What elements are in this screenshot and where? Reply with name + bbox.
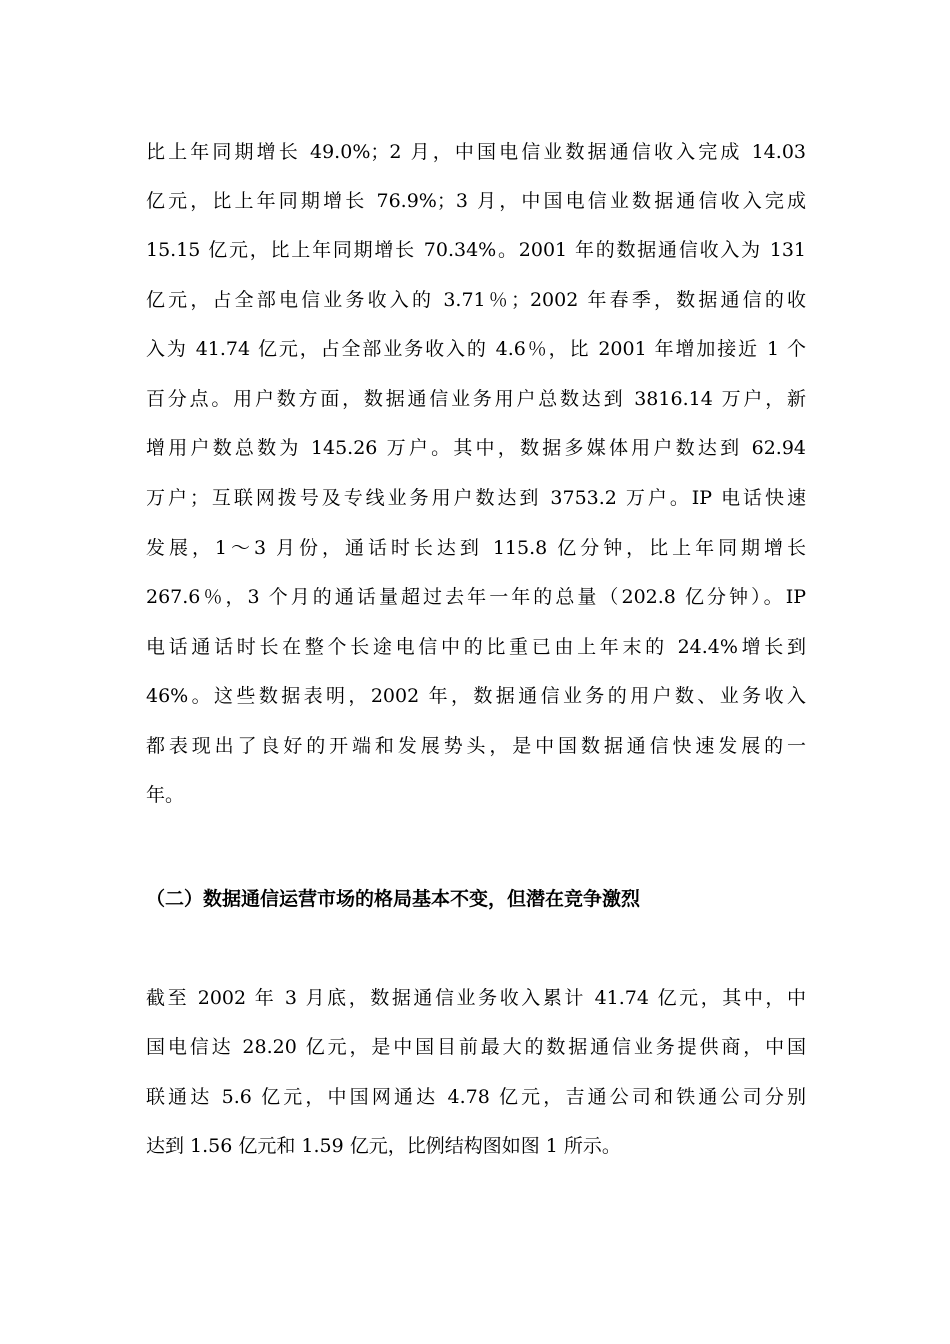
- paragraph-line: 亿元，比上年同期增长 76.9%；3 月，中国电信业数据通信收入完成: [146, 190, 806, 212]
- paragraph-line: 46%。这些数据表明，2002 年，数据通信业务的用户数、业务收入: [146, 685, 806, 707]
- paragraph-line: 267.6％，3 个月的通话量超过去年一年的总量（202.8 亿分钟）。IP: [146, 586, 806, 608]
- paragraph-line: 百分点。用户数方面，数据通信业务用户总数达到 3816.14 万户，新: [146, 388, 806, 410]
- paragraph-line: 国电信达 28.20 亿元，是中国目前最大的数据通信业务提供商，中国: [146, 1036, 806, 1058]
- paragraph-line: 万户；互联网拨号及专线业务用户数达到 3753.2 万户。IP 电话快速: [146, 487, 806, 509]
- paragraph-line: 入为 41.74 亿元，占全部业务收入的 4.6％，比 2001 年增加接近 1 个: [146, 338, 806, 360]
- paragraph-line: 比上年同期增长 49.0%；2 月，中国电信业数据通信收入完成 14.03: [146, 141, 806, 163]
- paragraph-line: 联通达 5.6 亿元，中国网通达 4.78 亿元，吉通公司和铁通公司分别: [146, 1086, 806, 1108]
- paragraph-line: 年。: [146, 784, 185, 806]
- paragraph-line: 发展，1～3 月份，通话时长达到 115.8 亿分钟，比上年同期增长: [146, 537, 806, 559]
- paragraph-line: 增用户数总数为 145.26 万户。其中，数据多媒体用户数达到 62.94: [146, 437, 806, 459]
- paragraph-line: 截至 2002 年 3 月底，数据通信业务收入累计 41.74 亿元，其中，中: [146, 987, 806, 1009]
- paragraph-line: 都表现出了良好的开端和发展势头，是中国数据通信快速发展的一: [146, 735, 806, 757]
- paragraph-line: 亿元，占全部电信业务收入的 3.71％；2002 年春季，数据通信的收: [146, 289, 806, 311]
- paragraph-line: 15.15 亿元，比上年同期增长 70.34%。2001 年的数据通信收入为 131: [146, 239, 806, 261]
- section-heading: （二）数据通信运营市场的格局基本不变，但潜在竞争激烈: [146, 888, 641, 910]
- paragraph-line: 达到 1.56 亿元和 1.59 亿元，比例结构图如图 1 所示。: [146, 1135, 621, 1157]
- paragraph-line: 电话通话时长在整个长途电信中的比重已由上年末的 24.4%增长到: [146, 636, 806, 658]
